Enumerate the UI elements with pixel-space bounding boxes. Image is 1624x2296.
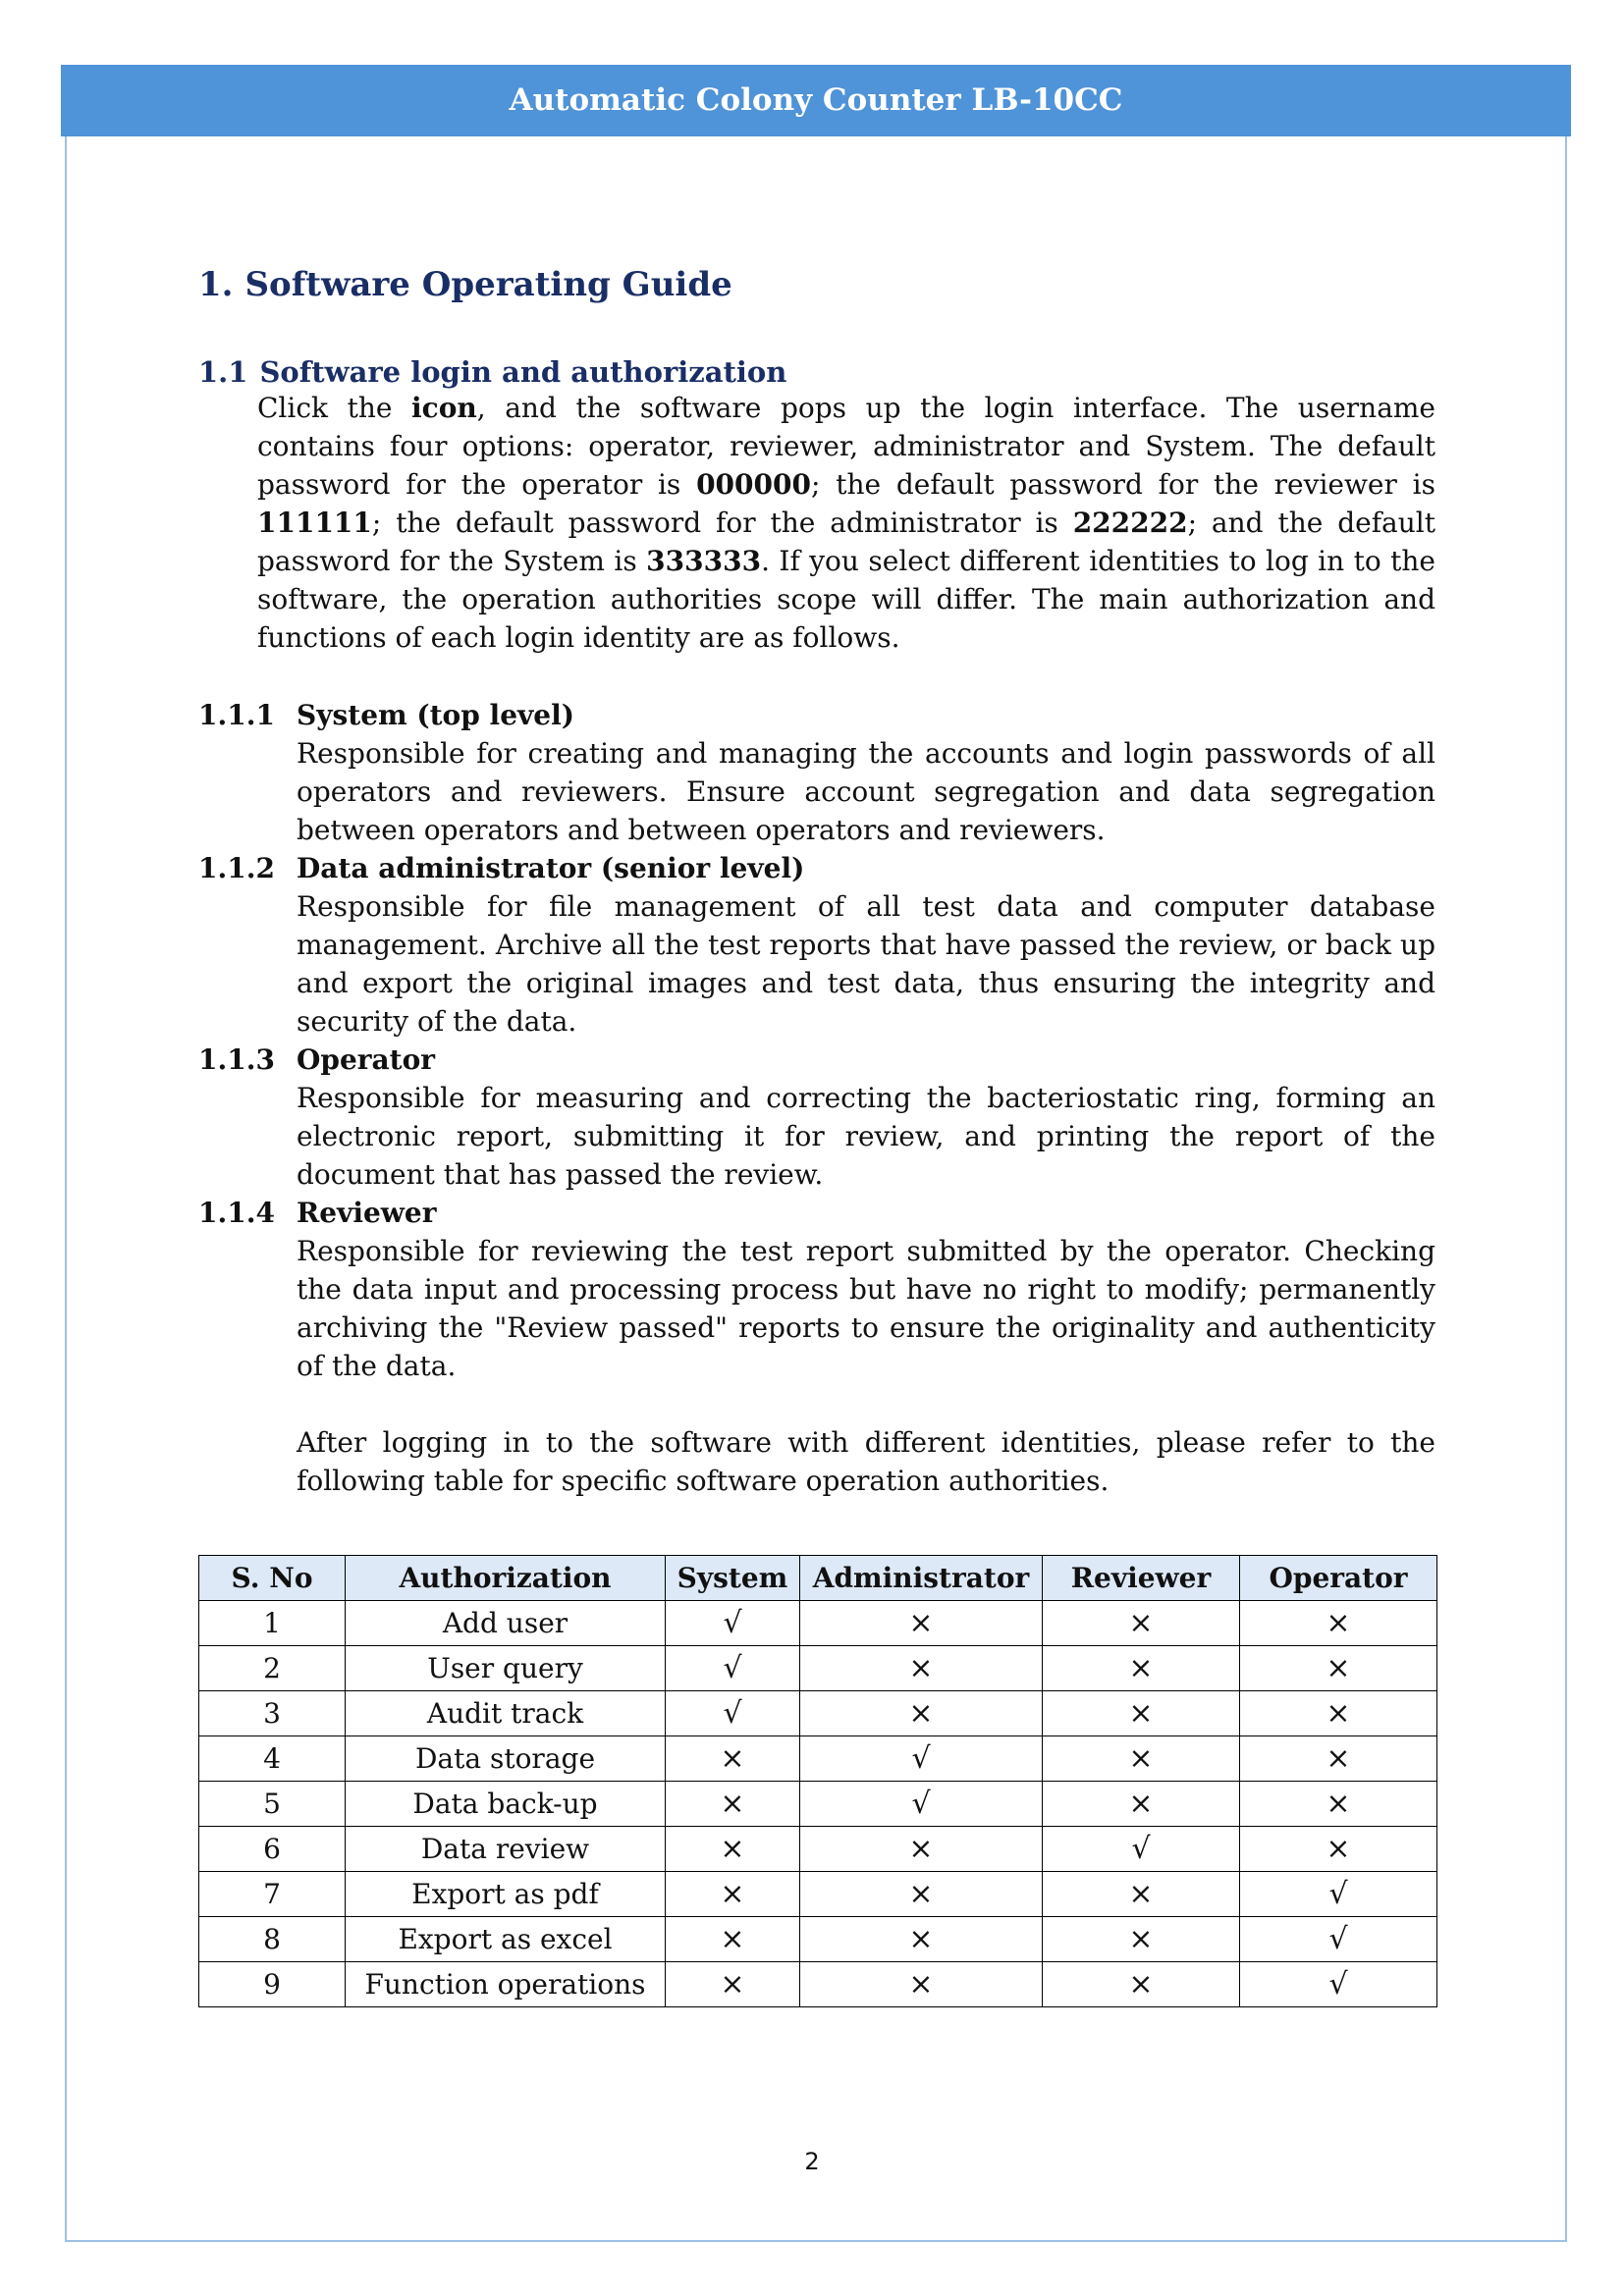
- intro-text: ; and the default password for the System is: [257, 507, 1435, 577]
- intro-text: . If you select different identities to log in to the software, the operation authorities scope will differ. The main authorization and functions of each login identity are as follows.: [257, 545, 1435, 654]
- subitem-heading: [198, 849, 1435, 887]
- subitem-title: Reviewer: [297, 1197, 437, 1229]
- intro-text: Click the: [257, 392, 412, 424]
- permission-cell: √: [666, 1601, 800, 1646]
- permission-cell: √: [800, 1736, 1043, 1782]
- permission-cell: ×: [1240, 1736, 1437, 1782]
- subsection-title: Software login and authorization: [259, 355, 787, 389]
- table-row: [199, 1736, 1437, 1782]
- intro-text: ; the default password for the administrator is: [371, 507, 1073, 539]
- column-header: System: [666, 1556, 800, 1601]
- permission-cell: ×: [1043, 1782, 1240, 1827]
- permission-cell: ×: [800, 1872, 1043, 1917]
- intro-bold: icon: [411, 392, 477, 424]
- row-number-cell: 3: [199, 1691, 346, 1736]
- permission-cell: ×: [1043, 1917, 1240, 1962]
- permission-cell: √: [666, 1691, 800, 1736]
- permission-cell: √: [1043, 1827, 1240, 1872]
- password-reviewer: 111111: [257, 507, 372, 539]
- section-title: Software Operating Guide: [244, 265, 732, 304]
- authorization-cell: Export as excel: [346, 1917, 666, 1962]
- table-row: [199, 1691, 1437, 1736]
- permission-cell: ×: [1240, 1601, 1437, 1646]
- intro-text: , and the software pops up the login interface. The username contains four options: operator, reviewer, administrator and System. The default password for the operator is: [257, 392, 1436, 501]
- permission-cell: √: [800, 1782, 1043, 1827]
- permission-cell: ×: [1043, 1646, 1240, 1691]
- subsection-list: [198, 696, 1435, 1385]
- authorization-cell: Function operations: [346, 1962, 666, 2007]
- permission-cell: ×: [800, 1646, 1043, 1691]
- authorization-cell: Data review: [346, 1827, 666, 1872]
- subitem-body: Responsible for measuring and correcting the bacteriostatic ring, forming an electronic report, submitting it for review, and printing the report of the document that has passed the review.: [297, 1082, 1435, 1191]
- subitem-number: 1.1.4: [198, 1197, 275, 1229]
- subitem: [198, 696, 1435, 849]
- page-number: 2: [804, 2148, 820, 2175]
- permission-cell: ×: [666, 1872, 800, 1917]
- row-number-cell: 4: [199, 1736, 346, 1782]
- permission-cell: ×: [666, 1917, 800, 1962]
- authorization-cell: Data storage: [346, 1736, 666, 1782]
- table-row: [199, 1782, 1437, 1827]
- row-number-cell: 8: [199, 1917, 346, 1962]
- permission-cell: ×: [666, 1827, 800, 1872]
- column-header: S. No: [199, 1556, 346, 1601]
- permission-cell: √: [666, 1646, 800, 1691]
- table-row: [199, 1601, 1437, 1646]
- authorization-cell: Data back-up: [346, 1782, 666, 1827]
- subitem-number: 1.1.1: [198, 699, 275, 731]
- authorization-cell: Export as pdf: [346, 1872, 666, 1917]
- permission-cell: √: [1240, 1917, 1437, 1962]
- table-row: [199, 1962, 1437, 2007]
- table-row: [199, 1827, 1437, 1872]
- subsection-heading: [198, 355, 1435, 389]
- row-number-cell: 1: [199, 1601, 346, 1646]
- permission-cell: ×: [1240, 1827, 1437, 1872]
- row-number-cell: 9: [199, 1962, 346, 2007]
- permission-cell: ×: [666, 1962, 800, 2007]
- subitem-number: 1.1.2: [198, 852, 275, 884]
- permission-cell: ×: [1240, 1691, 1437, 1736]
- permission-cell: ×: [800, 1917, 1043, 1962]
- row-number-cell: 7: [199, 1872, 346, 1917]
- subitem-heading: [198, 1194, 1435, 1232]
- permission-cell: ×: [800, 1827, 1043, 1872]
- permission-cell: √: [1240, 1962, 1437, 2007]
- permission-cell: ×: [800, 1962, 1043, 2007]
- table-header-row: [199, 1556, 1437, 1601]
- row-number-cell: 5: [199, 1782, 346, 1827]
- subitem-heading: [198, 1041, 1435, 1079]
- subitem-number: 1.1.3: [198, 1043, 275, 1076]
- subitem-body: Responsible for file management of all test data and computer database management. Archive all the test reports that have passed the review, or back up and export the original images and test data, thus ensuring the integrity and security of the data.: [297, 890, 1435, 1038]
- permission-cell: ×: [1043, 1691, 1240, 1736]
- subitem-title: Data administrator (senior level): [297, 852, 805, 884]
- permission-cell: ×: [1043, 1601, 1240, 1646]
- permission-cell: ×: [1043, 1962, 1240, 2007]
- password-system: 333333: [646, 545, 762, 577]
- table-row: [199, 1872, 1437, 1917]
- column-header: Authorization: [346, 1556, 666, 1601]
- table-row: [199, 1646, 1437, 1691]
- subitem-title: Operator: [297, 1043, 436, 1076]
- subitem: [198, 1194, 1435, 1385]
- permission-cell: ×: [800, 1601, 1043, 1646]
- permission-cell: ×: [1240, 1782, 1437, 1827]
- row-number-cell: 6: [199, 1827, 346, 1872]
- permission-cell: ×: [1043, 1736, 1240, 1782]
- column-header: Reviewer: [1043, 1556, 1240, 1601]
- intro-text: ; the default password for the reviewer is: [810, 468, 1435, 501]
- table-row: [199, 1917, 1437, 1962]
- permission-cell: √: [1240, 1872, 1437, 1917]
- row-number-cell: 2: [199, 1646, 346, 1691]
- subitem-body: Responsible for reviewing the test report submitted by the operator. Checking the data input and processing process but have no right to modify; permanently archiving the "Review passed" reports to ensure the originality and authenticity of the data.: [297, 1235, 1435, 1382]
- permission-cell: ×: [800, 1691, 1043, 1736]
- permission-cell: ×: [666, 1736, 800, 1782]
- permission-cell: ×: [1240, 1646, 1437, 1691]
- intro-paragraph: [257, 389, 1435, 657]
- permission-cell: ×: [1043, 1872, 1240, 1917]
- authorization-cell: Add user: [346, 1601, 666, 1646]
- subitem-title: System (top level): [297, 699, 574, 731]
- table-body: [199, 1601, 1437, 2007]
- section-number: 1.: [198, 265, 234, 304]
- authorization-table: [198, 1555, 1437, 2007]
- subitem: [198, 1041, 1435, 1194]
- password-administrator: 222222: [1072, 507, 1188, 539]
- permission-cell: ×: [666, 1782, 800, 1827]
- header-title: Automatic Colony Counter LB-10CC: [61, 65, 1571, 136]
- subitem: [198, 849, 1435, 1041]
- authorization-cell: Audit track: [346, 1691, 666, 1736]
- authorization-cell: User query: [346, 1646, 666, 1691]
- password-operator: 000000: [696, 468, 811, 501]
- main-content: [198, 265, 1435, 1500]
- column-header: Operator: [1240, 1556, 1437, 1601]
- subitem-heading: [198, 696, 1435, 734]
- section-heading: [198, 265, 1435, 304]
- after-paragraph: After logging in to the software with different identities, please refer to the following table for specific software operation authorities.: [297, 1426, 1435, 1497]
- subsection-number: 1.1: [198, 355, 248, 389]
- column-header: Administrator: [800, 1556, 1043, 1601]
- subitem-body: Responsible for creating and managing the accounts and login passwords of all operators and reviewers. Ensure account segregation and data segregation between operators and between operators and reviewers.: [297, 737, 1435, 846]
